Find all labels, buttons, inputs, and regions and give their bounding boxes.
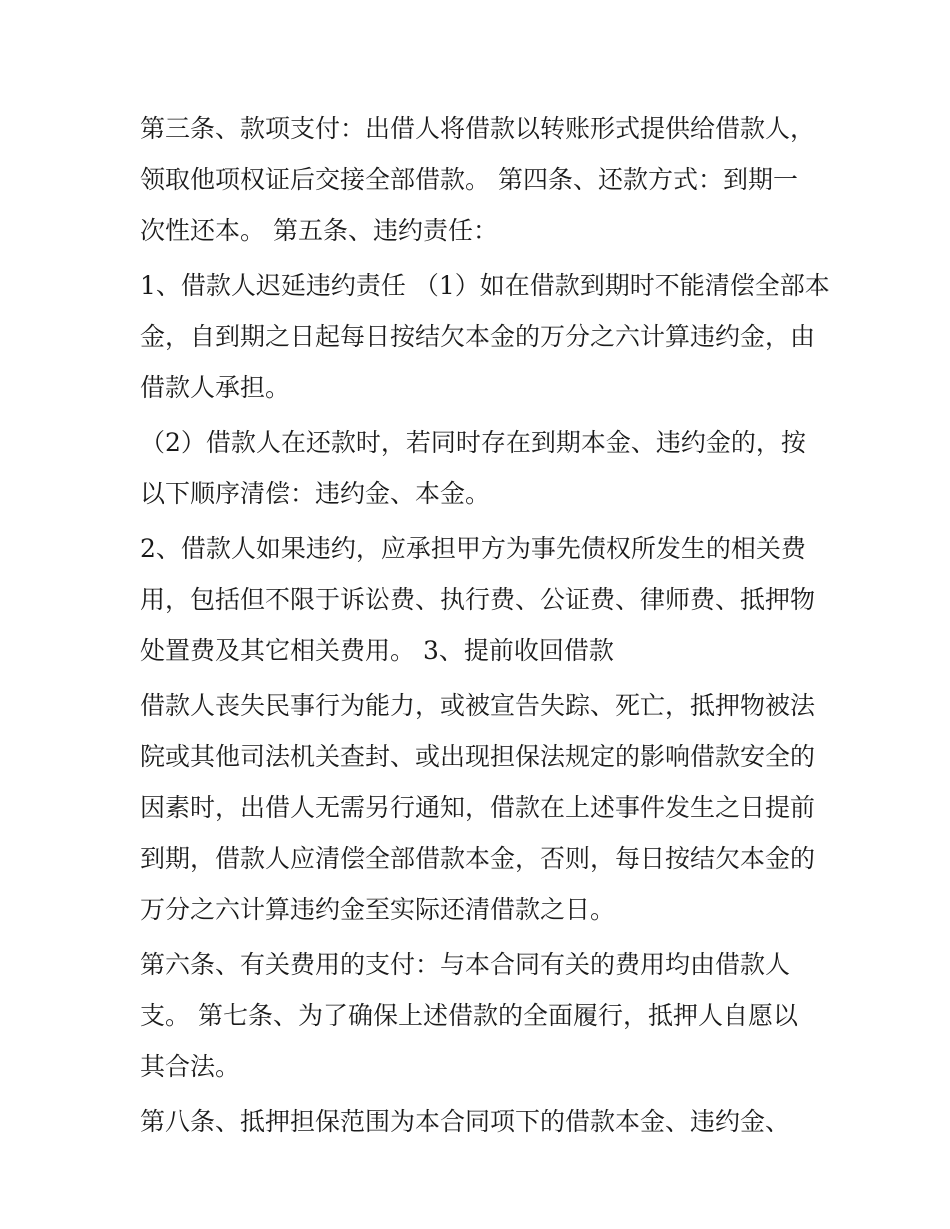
paragraph [140, 417, 820, 519]
text-line: 次性还本。 第五条、违约责任： [140, 216, 498, 245]
text-line: 第六条、有关费用的支付：与本合同有关的费用均由借款人 [140, 950, 791, 979]
text-line: 支。 第七条、为了确保上述借款的全面履行，抵押人自愿以 [140, 1001, 798, 1030]
text-line: 领取他项权证后交接全部借款。 第四条、还款方式：到期一 [140, 165, 798, 194]
paragraph [140, 523, 820, 676]
text-line: 其合法。 [140, 1052, 241, 1081]
text-line: 因素时，出借人无需另行通知，借款在上述事件发生之日提前 [140, 793, 816, 822]
paragraph [140, 260, 830, 413]
text-line: 金，自到期之日起每日按结欠本金的万分之六计算违约金，由 [140, 322, 816, 351]
text-line: 借款人承担。 [140, 373, 291, 402]
text-line: 借款人丧失民事行为能力，或被宣告失踪、死亡，抵押物被法 [140, 691, 816, 720]
text-line: 院或其他司法机关查封、或出现担保法规定的影响借款安全的 [140, 742, 816, 771]
text-line: 1、借款人迟延违约责任 （1）如在借款到期时不能清偿全部本 [140, 271, 830, 300]
text-line: 第八条、抵押担保范围为本合同项下的借款本金、违约金、 [140, 1107, 791, 1136]
text-line: （2）借款人在还款时，若同时存在到期本金、违约金的，按 [140, 428, 806, 457]
paragraph [140, 1096, 820, 1147]
text-line: 2、借款人如果违约，应承担甲方为事先债权所发生的相关费 [140, 534, 806, 563]
text-line: 处置费及其它相关费用。 3、提前收回借款 [140, 636, 614, 665]
paragraph [140, 680, 820, 935]
text-line: 到期，借款人应清偿全部借款本金，否则，每日按结欠本金的 [140, 844, 816, 873]
text-line: 第三条、款项支付：出借人将借款以转账形式提供给借款人， [140, 114, 816, 143]
paragraph [140, 939, 820, 1092]
text-line: 用，包括但不限于诉讼费、执行费、公证费、律师费、抵押物 [140, 585, 816, 614]
text-line: 以下顺序清偿：违约金、本金。 [140, 479, 491, 508]
text-line: 万分之六计算违约金至实际还清借款之日。 [140, 895, 616, 924]
paragraph [140, 103, 820, 256]
document-body [140, 103, 830, 1151]
